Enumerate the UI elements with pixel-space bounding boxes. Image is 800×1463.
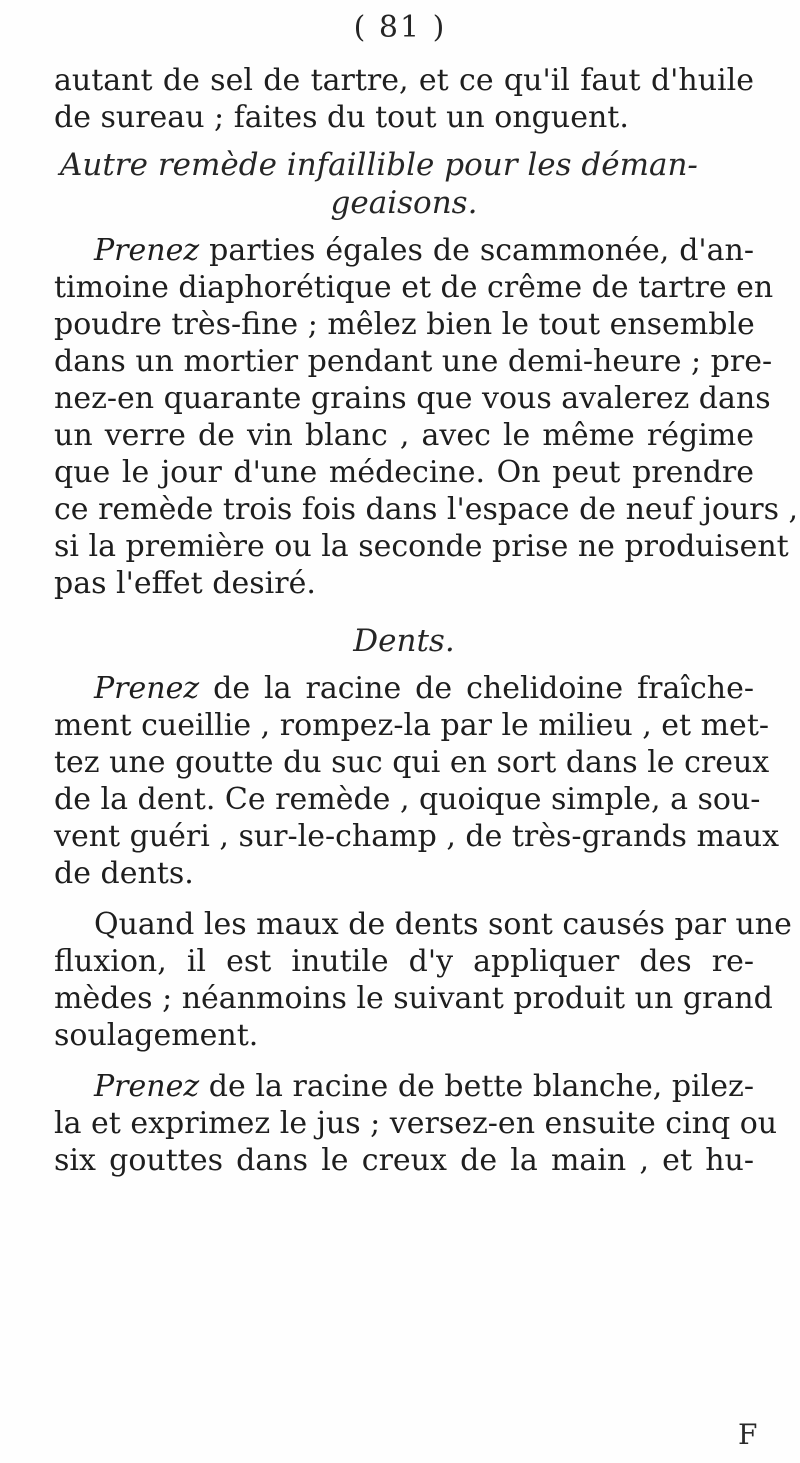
text-line: que le jour d'une médecine. On peut prendre xyxy=(54,455,754,490)
section-heading-demangeaisons xyxy=(54,146,754,222)
text-line: la et exprimez le jus ; versez-en ensuite cinq ou xyxy=(54,1106,778,1141)
text-line: autant de sel de tartre, et ce qu'il faut d'huile xyxy=(54,63,754,98)
text-fragment: de la racine de bette blanche, pilez- xyxy=(199,1069,754,1104)
text-line: de la dent. Ce remède , quoique simple, a sou- xyxy=(54,782,761,817)
text-line xyxy=(54,232,754,269)
text-line: ment cueillie , rompez-la par le milieu , et met- xyxy=(54,708,770,743)
heading-line: geaisons. xyxy=(330,185,478,221)
heading-line: Autre remède infaillible pour les déman- xyxy=(60,147,698,183)
paragraph-fluxion xyxy=(54,906,792,1054)
paragraph-bette-blanche xyxy=(54,1068,778,1179)
signature-mark: F xyxy=(738,1418,758,1451)
text-line: timoine diaphorétique et de crême de tartre en xyxy=(54,270,774,305)
text-line: de dents. xyxy=(54,856,194,891)
text-line: soulagement. xyxy=(54,1018,259,1053)
text-line: dans un mortier pendant une demi-heure ; pre- xyxy=(54,344,773,379)
prenez-word: Prenez xyxy=(94,671,200,706)
prenez-word: Prenez xyxy=(94,1069,200,1104)
text-fragment: parties égales de scammonée, d'an- xyxy=(199,233,754,268)
text-line: ce remède trois fois dans l'espace de neuf jours , xyxy=(54,492,799,527)
text-line: vent guéri , sur-le-champ , de très-grands maux xyxy=(54,819,780,854)
text-fragment: de la racine de chelidoine fraîche- xyxy=(199,671,754,706)
prenez-word: Prenez xyxy=(94,233,200,268)
text-line: Quand les maux de dents sont causés par une xyxy=(94,907,792,942)
page-number: ( 81 ) xyxy=(353,10,447,45)
paragraph-scammonee xyxy=(54,232,799,602)
text-line xyxy=(54,670,754,707)
section-heading-dents xyxy=(54,622,754,660)
text-line: pas l'effet desiré. xyxy=(54,566,316,601)
text-line: nez-en quarante grains que vous avalerez dans xyxy=(54,381,771,416)
text-line: poudre très-fine ; mêlez bien le tout ensemble xyxy=(54,307,755,342)
paragraph-chelidoine xyxy=(54,670,780,892)
text-line: tez une goutte du suc qui en sort dans le creux xyxy=(54,745,770,780)
paragraph-onguent xyxy=(54,62,754,136)
text-line: mèdes ; néanmoins le suivant produit un grand xyxy=(54,981,773,1016)
text-line: de sureau ; faites du tout un onguent. xyxy=(54,100,629,135)
heading-line: Dents. xyxy=(353,623,455,659)
text-line: six gouttes dans le creux de la main , et hu- xyxy=(54,1143,754,1178)
text-line xyxy=(54,1068,754,1105)
text-line: si la première ou la seconde prise ne produisent xyxy=(54,529,789,564)
text-line: un verre de vin blanc , avec le même régime xyxy=(54,418,754,453)
text-line: fluxion, il est inutile d'y appliquer des re- xyxy=(54,944,754,979)
